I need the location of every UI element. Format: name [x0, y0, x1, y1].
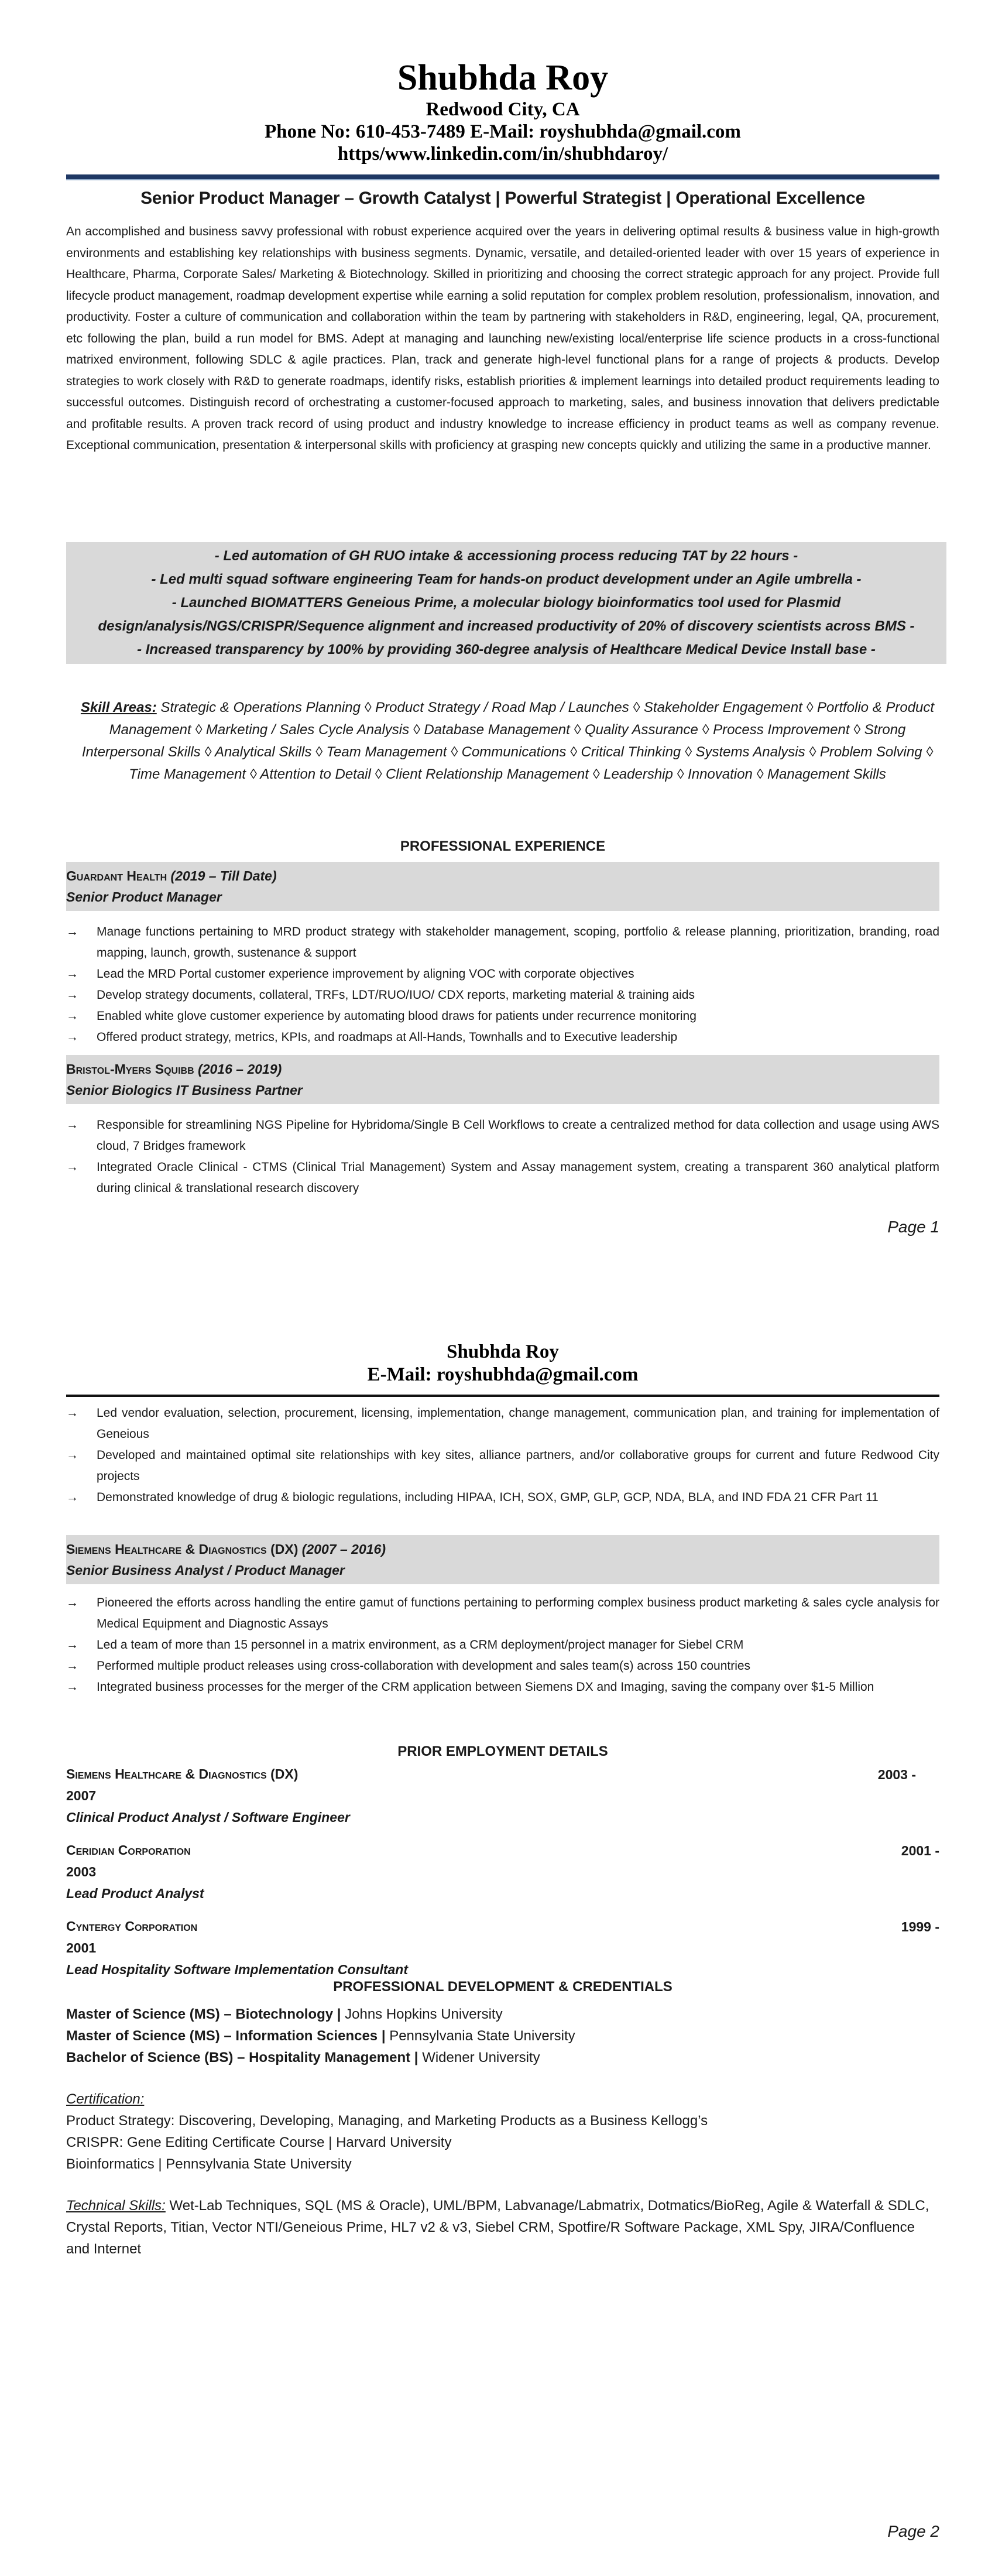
bullet-text: Develop strategy documents, collateral, TRFs, LDT/RUO/IUO/ CDX reports, marketing material & training aids	[97, 988, 695, 1002]
arrow-icon: →	[66, 1030, 78, 1044]
list-item	[66, 1656, 939, 1677]
certification-label: Certification:	[66, 2091, 145, 2107]
bullet-text: Lead the MRD Portal customer experience improvement by aligning VOC with corporate objectives	[97, 967, 634, 981]
cert-item: CRISPR: Gene Editing Certificate Course | Harvard University	[66, 2135, 452, 2150]
end-year: 2007	[66, 1788, 97, 1803]
job-role: Senior Business Analyst / Product Manager	[66, 1563, 345, 1578]
job-header	[66, 1055, 939, 1104]
technical-skills-label: Technical Skills:	[66, 2198, 166, 2214]
list-item	[66, 1403, 939, 1445]
list-item	[66, 1635, 939, 1656]
skill-areas	[66, 697, 949, 786]
technical-skills	[66, 2195, 939, 2260]
email: E-Mail: royshubhda@gmail.com	[367, 1364, 639, 1385]
degree-item	[66, 2047, 939, 2068]
page-number: Page 2	[887, 2522, 939, 2540]
arrow-icon: →	[66, 1659, 78, 1673]
highlight-item: - Led multi squad software engineering Team for hands-on product development under an Agile umbrella -	[151, 571, 862, 587]
candidate-name: Shubhda Roy	[397, 58, 609, 98]
list-item	[66, 1677, 939, 1698]
location: Redwood City, CA	[426, 99, 580, 120]
highlight-item: - Launched BIOMATTERS Geneious Prime, a molecular biology bioinformatics tool used for Plasmid design/analysis/NGS/CRISPR/Sequence alignment and increased productivity of 20% of discovery scientists across BMS -	[98, 595, 915, 634]
cert-item: Product Strategy: Discovering, Developing, Managing, and Marketing Products as a Business Kellogg’s	[66, 2113, 708, 2129]
list-item	[66, 1487, 939, 1508]
candidate-name: Shubhda Roy	[447, 1341, 559, 1362]
start-year: 2001 -	[901, 1843, 939, 1858]
degree-name: Master of Science (MS) – Information Sciences |	[66, 2028, 386, 2044]
arrow-icon: →	[66, 1680, 78, 1694]
arrow-icon: →	[66, 1118, 78, 1132]
start-year: 2003 -	[877, 1767, 916, 1782]
highlight-item: - Led automation of GH RUO intake & accessioning process reducing TAT by 22 hours -	[214, 548, 798, 564]
end-year: 2001	[66, 1940, 97, 1955]
headline-text: Senior Product Manager – Growth Catalyst | Powerful Strategist | Operational Excellence	[140, 189, 865, 208]
contact-line: Phone No: 610-453-7489 E-Mail: royshubhda@gmail.com	[265, 121, 741, 142]
bullet-text: Enabled white glove customer experience by automating blood draws for patients under recurrence monitoring	[97, 1009, 696, 1023]
arrow-icon: →	[66, 1638, 78, 1652]
list-item	[66, 985, 939, 1006]
summary-paragraph: An accomplished and business savvy professional with robust experience acquired over the years in delivering optimal results & business value in high-growth environments and establishing key relationships with business segments. Dynamic, versatile, and detailed-oriented leader with over 15 years of experience in Healthcare, Pharma, Corporate Sales/ Marketing & Biotechnology. Skilled in prioritizing and choosing the correct strategic approach for any project. Provide full lifecycle product management, roadmap development expertise while earning a solid reputation for complex problem resolution, professionalism, innovation, and productivity. Foster a culture of communication and collaboration within the team by partnering with stakeholders in R&D, engineering, legal, QA, procurement, etc following the plan, build a run model for BMS. Adept at managing and launching new/existing local/enterprise life science products in a cross-functional matrixed environment, following SDLC & agile practices. Plan, track and generate high-level functional plans for a range of projects & products. Develop strategies to work closely with R&D to generate roadmaps, identify risks, establish priorities & implement learnings into detailed product requirements leading to successful outcomes. Distinguish record of orchestrating a customer-focused approach to marketing, sales, and business innovation that delivers predictable and profitable results. A proven track record of using product and industry knowledge to increase efficiency in product teams as well as company revenue. Exceptional communication, presentation & interpersonal skills with proficiency at grasping new concepts quickly and utilizing the same in a productive manner.	[66, 225, 939, 452]
company-name: Ceridian Corporation	[66, 1842, 191, 1858]
company-name: Siemens Healthcare & Diagnostics (DX)	[66, 1766, 298, 1782]
section-title-credentials: PROFESSIONAL DEVELOPMENT & CREDENTIALS	[333, 1979, 673, 1995]
degree-name: Bachelor of Science (BS) – Hospitality Management |	[66, 2050, 418, 2065]
company-name: Bristol-Myers Squibb	[66, 1061, 194, 1077]
section-title-prior: PRIOR EMPLOYMENT DETAILS	[397, 1743, 608, 1759]
arrow-icon: →	[66, 1491, 78, 1504]
page2-header	[66, 1341, 939, 1397]
job-dates: (2016 – 2019)	[198, 1061, 282, 1077]
job-bms	[66, 1055, 939, 1199]
degree-item	[66, 2025, 939, 2047]
bullet-text: Manage functions pertaining to MRD product strategy with stakeholder management, scoping, portfolio & release planning, prioritization, branding, road mapping, launch, growth, sustenance & support	[97, 925, 939, 960]
job-bullets	[66, 1592, 939, 1698]
arrow-icon: →	[66, 1448, 78, 1462]
job-bms-continued	[66, 1403, 939, 1508]
technical-skills-list: Wet-Lab Techniques, SQL (MS & Oracle), UML/BPM, Labvanage/Labmatrix, Dotmatics/BioReg, Agile & Waterfall & SDLC, Crystal Reports, Titian, Vector NTI/Geneious Prime, HL7 v2 & v3, Siebel CRM, Spotfire/R Software Package, XML Spy, JIRA/Confluence and Internet	[66, 2198, 929, 2257]
skill-areas-list: Strategic & Operations Planning ◊ Product Strategy / Road Map / Launches ◊ Stakeholder Engagement ◊ Portfolio & Product Management ◊ Marketing / Sales Cycle Analysis ◊ Database Management ◊ Quality Assurance ◊ Process Improvement ◊ Strong Interpersonal Skills ◊ Analytical Skills ◊ Team Management ◊ Communications ◊ Critical Thinking ◊ Systems Analysis ◊ Problem Solving ◊ Time Management ◊ Attention to Detail ◊ Client Relationship Management ◊ Leadership ◊ Innovation ◊ Management Skills	[81, 700, 935, 782]
arrow-icon: →	[66, 1406, 78, 1420]
cert-item: Bioinformatics | Pennsylvania State University	[66, 2156, 352, 2172]
job-bullets	[66, 922, 939, 1048]
list-item	[66, 922, 939, 964]
section-title-experience: PROFESSIONAL EXPERIENCE	[400, 838, 606, 854]
page-2	[0, 1288, 995, 2576]
arrow-icon: →	[66, 1596, 78, 1609]
job-guardant	[66, 862, 939, 1048]
arrow-icon: →	[66, 967, 78, 981]
list-item	[66, 1115, 939, 1157]
credentials	[66, 2003, 939, 2260]
job-role: Lead Hospitality Software Implementation Consultant	[66, 1962, 409, 1977]
list-item	[66, 1157, 939, 1199]
prior-employment	[66, 1763, 939, 1980]
list-item	[66, 1592, 939, 1635]
job-dates: (2019 – Till Date)	[170, 868, 277, 883]
page-number: Page 1	[887, 1218, 939, 1236]
header-divider	[66, 1395, 939, 1397]
bullet-text: Responsible for streamlining NGS Pipeline for Hybridoma/Single B Cell Workflows to create a centralized method for data collection and usage using AWS cloud, 7 Bridges framework	[97, 1118, 939, 1153]
highlight-item: - Increased transparency by 100% by providing 360-degree analysis of Healthcare Medical Device Install base -	[137, 642, 876, 657]
job-siemens	[66, 1535, 939, 1698]
job-dates: (2007 – 2016)	[301, 1542, 386, 1557]
bullet-text: Developed and maintained optimal site relationships with key sites, alliance partners, and/or collaborative groups for current and future Redwood City projects	[97, 1448, 939, 1483]
company-name: Cyntergy Corporation	[66, 1919, 198, 1934]
arrow-icon: →	[66, 1160, 78, 1174]
job-role: Senior Product Manager	[66, 889, 222, 905]
arrow-icon: →	[66, 925, 78, 938]
company-name: Siemens Healthcare & Diagnostics (DX)	[66, 1542, 298, 1557]
bullet-text: Offered product strategy, metrics, KPIs, and roadmaps at All-Hands, Townhalls and to Executive leadership	[97, 1030, 678, 1044]
bullet-text: Integrated business processes for the merger of the CRM application between Siemens DX and Imaging, saving the company over $1-5 Million	[97, 1680, 874, 1694]
list-item	[66, 964, 939, 985]
arrow-icon: →	[66, 1009, 78, 1023]
end-year: 2003	[66, 1864, 97, 1879]
school-name: Pennsylvania State University	[385, 2028, 575, 2044]
arrow-icon: →	[66, 988, 78, 1002]
bullet-text: Demonstrated knowledge of drug & biologic regulations, including HIPAA, ICH, SOX, GMP, GLP, GCP, NDA, BLA, and IND FDA 21 CFR Part 11	[97, 1491, 879, 1504]
job-role: Lead Product Analyst	[66, 1886, 204, 1901]
degree-name: Master of Science (MS) – Biotechnology |	[66, 2006, 341, 2022]
highlights-box	[66, 542, 946, 664]
company-name: Guardant Health	[66, 868, 167, 883]
school-name: Widener University	[418, 2050, 540, 2065]
job-bullets	[66, 1115, 939, 1199]
job-role: Clinical Product Analyst / Software Engineer	[66, 1810, 350, 1825]
prior-item	[66, 1916, 939, 1980]
start-year: 1999 -	[901, 1919, 939, 1934]
bullet-text: Led a team of more than 15 personnel in a matrix environment, as a CRM deployment/project manager for Siebel CRM	[97, 1638, 744, 1652]
job-header	[66, 862, 939, 911]
degree-item	[66, 2003, 939, 2025]
bullet-text: Pioneered the efforts across handling the entire gamut of functions pertaining to performing complex business product marketing & sales cycle analysis for Medical Equipment and Diagnostic Assays	[97, 1596, 939, 1630]
list-item	[66, 1027, 939, 1048]
bullet-text: Performed multiple product releases using cross-collaboration with development and sales team(s) across 150 countries	[97, 1659, 751, 1673]
job-bullets	[66, 1403, 939, 1508]
list-item	[66, 1006, 939, 1027]
linkedin-link[interactable]: https/www.linkedin.com/in/shubhdaroy/	[337, 143, 668, 165]
list-item	[66, 1445, 939, 1487]
skill-areas-label: Skill Areas:	[80, 700, 157, 715]
job-role: Senior Biologics IT Business Partner	[66, 1083, 303, 1098]
header-divider	[66, 174, 939, 180]
bullet-text: Led vendor evaluation, selection, procurement, licensing, implementation, change management, communication plan, and training for implementation of Geneious	[97, 1406, 939, 1441]
school-name: Johns Hopkins University	[341, 2006, 503, 2022]
prior-item	[66, 1763, 939, 1828]
resume-header	[66, 59, 939, 180]
prior-item	[66, 1839, 939, 1904]
job-header	[66, 1535, 939, 1584]
bullet-text: Integrated Oracle Clinical - CTMS (Clinical Trial Management) System and Assay management system, creating a transparent 360 analytical platform during clinical & translational research discovery	[97, 1160, 939, 1195]
